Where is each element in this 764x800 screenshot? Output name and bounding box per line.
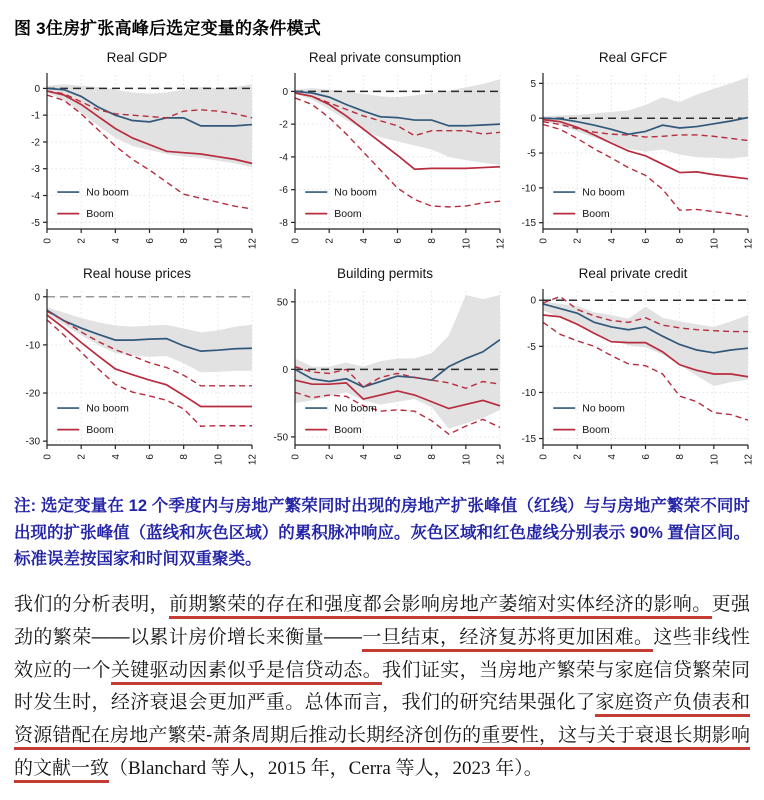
body-text-segment: 我们证实，当房地产繁荣与家庭信贷繁荣同时发生时，经济衰退会更加严重。总体而言，我们的研究结果强化了: [14, 659, 750, 714]
legend: [57, 187, 129, 221]
y-tick-label: -15: [521, 218, 536, 230]
legend-boom-label: Boom: [582, 424, 610, 437]
body-text-segment: 我们的分析表明，: [14, 594, 170, 616]
y-tick-label: -6: [279, 185, 288, 197]
y-tick-label: -30: [25, 436, 40, 448]
y-tick-label: -5: [527, 341, 536, 353]
chart-canvas-real-private-credit: [510, 283, 756, 479]
legend-boom-label: Boom: [86, 424, 114, 437]
y-tick-label: -4: [279, 152, 288, 164]
x-tick-label: 0: [42, 454, 54, 460]
x-tick-label: 0: [290, 454, 302, 460]
chart-title-real-house-prices: Real house prices: [82, 266, 192, 281]
legend-boom-label: Boom: [582, 208, 610, 221]
chart-canvas-real-gfcf: [510, 67, 756, 263]
x-tick-label: 12: [743, 238, 755, 250]
chart-title-real-gfcf: Real GFCF: [598, 50, 668, 65]
y-tick-label: -1: [31, 110, 40, 122]
x-tick-label: 10: [461, 238, 473, 250]
chart-canvas-real-house-prices: [14, 283, 260, 479]
y-tick-label: -10: [521, 387, 536, 399]
y-tick-label: -50: [273, 432, 288, 444]
figure-title-prefix: 图 3: [14, 19, 46, 38]
figure-note-text: 选定变量在 12 个季度内与房地产繁荣同时出现的房地产扩张峰值（红线）与与房地产繁荣不同时出现的扩张峰值（蓝线和灰色区域）的累积脉冲响应。灰色区域和红色虚线分别表示 90% 置信区间。标准误差按国家和时间双重聚类。: [14, 497, 750, 569]
x-tick-label: 0: [538, 238, 550, 244]
x-tick-label: 2: [324, 454, 336, 460]
x-tick-label: 8: [179, 454, 191, 460]
x-tick-label: 4: [110, 454, 122, 460]
x-tick-label: 2: [324, 238, 336, 244]
legend-no-boom-label: No boom: [582, 186, 625, 199]
x-tick-label: 8: [179, 238, 191, 244]
legend-no-boom-label: No boom: [334, 186, 377, 199]
legend-boom-label: Boom: [334, 424, 362, 437]
y-tick-label: -2: [31, 137, 40, 149]
chart-real-gdp: [14, 49, 260, 263]
x-tick-label: 6: [393, 238, 404, 244]
x-tick-label: 12: [247, 454, 259, 466]
x-tick-label: 6: [393, 454, 404, 460]
y-tick-label: 0: [282, 364, 288, 376]
y-tick-label: 0: [34, 83, 40, 95]
x-tick-label: 12: [495, 238, 507, 250]
x-tick-label: 0: [538, 454, 550, 460]
x-tick-label: 12: [495, 454, 507, 466]
y-tick-label: 0: [530, 295, 536, 307]
x-tick-label: 4: [358, 238, 370, 244]
figure-note: [14, 493, 750, 573]
body-text-segment: （Blanchard 等人，2015 年，Cerra 等人，2023 年）。: [109, 757, 543, 779]
x-tick-label: 12: [247, 238, 259, 250]
x-tick-label: 12: [743, 454, 755, 466]
x-tick-label: 0: [290, 238, 302, 244]
chart-real-gfcf: [510, 49, 756, 263]
legend-no-boom-label: No boom: [86, 186, 129, 199]
body-text-segment: 这些非线性效应的一个: [14, 626, 750, 681]
x-tick-label: 2: [572, 238, 584, 244]
body-text-underlined-segment: 家庭资产负债表和资源错配在房地产繁荣-萧条周期后推动长期经济创伤的重要性，这与关于衰退长期影响的文献一致: [14, 692, 750, 782]
x-tick-label: 8: [427, 238, 439, 244]
y-tick-label: -4: [31, 191, 40, 203]
x-tick-label: 2: [572, 454, 584, 460]
x-tick-label: 8: [675, 454, 687, 460]
chart-title-real-gdp: Real GDP: [106, 50, 168, 65]
x-tick-label: 2: [76, 454, 88, 460]
chart-real-house-prices: [14, 265, 260, 479]
x-tick-label: 6: [641, 454, 652, 460]
x-tick-label: 10: [461, 454, 473, 466]
y-tick-label: -15: [521, 434, 536, 446]
chart-canvas-real-private-consumption: [262, 67, 508, 263]
x-tick-label: 6: [145, 238, 156, 244]
legend-boom-label: Boom: [334, 208, 362, 221]
y-tick-label: 0: [34, 292, 40, 304]
chart-title-building-permits: Building permits: [336, 266, 434, 281]
y-tick-label: 0: [530, 113, 536, 125]
x-tick-label: 10: [213, 238, 225, 250]
x-tick-label: 10: [709, 454, 721, 466]
y-tick-label: -20: [25, 388, 40, 400]
chart-real-private-consumption: [262, 49, 508, 263]
chart-real-private-credit: [510, 265, 756, 479]
x-tick-label: 10: [709, 238, 721, 250]
body-text-underlined-segment: 前期繁荣的存在和强度都会影响房地产萎缩对实体经济的影响。: [169, 594, 712, 619]
y-tick-label: -5: [31, 217, 40, 229]
y-tick-label: -2: [279, 119, 288, 131]
x-tick-label: 2: [76, 238, 88, 244]
y-tick-label: -10: [521, 183, 536, 195]
y-tick-label: 5: [530, 78, 536, 90]
legend: [57, 403, 129, 437]
figure-title: [14, 14, 750, 39]
body-text-segment: 更强劲的繁荣——以累计房价增长来衡量——: [14, 594, 750, 648]
x-tick-label: 8: [427, 454, 439, 460]
y-tick-label: 50: [276, 297, 288, 309]
x-tick-label: 0: [42, 238, 54, 244]
y-tick-label: 0: [282, 86, 288, 98]
chart-building-permits: [262, 265, 508, 479]
body-paragraph: [14, 589, 750, 785]
x-tick-label: 4: [606, 454, 618, 460]
y-tick-label: -5: [527, 148, 536, 160]
legend: [553, 187, 625, 221]
chart-title-real-private-consumption: Real private consumption: [308, 50, 462, 65]
x-tick-label: 10: [213, 454, 225, 466]
chart-title-real-private-credit: Real private credit: [578, 266, 688, 281]
x-tick-label: 8: [675, 238, 687, 244]
y-tick-label: -3: [31, 164, 40, 176]
body-text-underlined-segment: 一旦结束，经济复苏将更加困难。: [362, 627, 653, 652]
y-tick-label: -10: [25, 340, 40, 352]
legend: [305, 403, 377, 437]
charts-grid: [14, 49, 755, 479]
legend-boom-label: Boom: [86, 208, 114, 221]
x-tick-label: 4: [358, 454, 370, 460]
x-tick-label: 4: [110, 238, 122, 244]
y-tick-label: -8: [279, 217, 288, 229]
chart-canvas-real-gdp: [14, 67, 260, 263]
legend: [305, 187, 377, 221]
body-text-underlined-segment: 关键驱动因素似乎是信贷动态。: [111, 660, 382, 685]
x-tick-label: 6: [145, 454, 156, 460]
x-tick-label: 4: [606, 238, 618, 244]
legend: [553, 403, 625, 437]
legend-no-boom-label: No boom: [582, 402, 625, 415]
x-tick-label: 6: [641, 238, 652, 244]
legend-no-boom-label: No boom: [86, 402, 129, 415]
chart-canvas-building-permits: [262, 283, 508, 479]
figure-note-label: 注:: [14, 497, 41, 515]
legend-no-boom-label: No boom: [334, 402, 377, 415]
figure-title-text: 住房扩张高峰后选定变量的条件模式: [45, 19, 321, 38]
